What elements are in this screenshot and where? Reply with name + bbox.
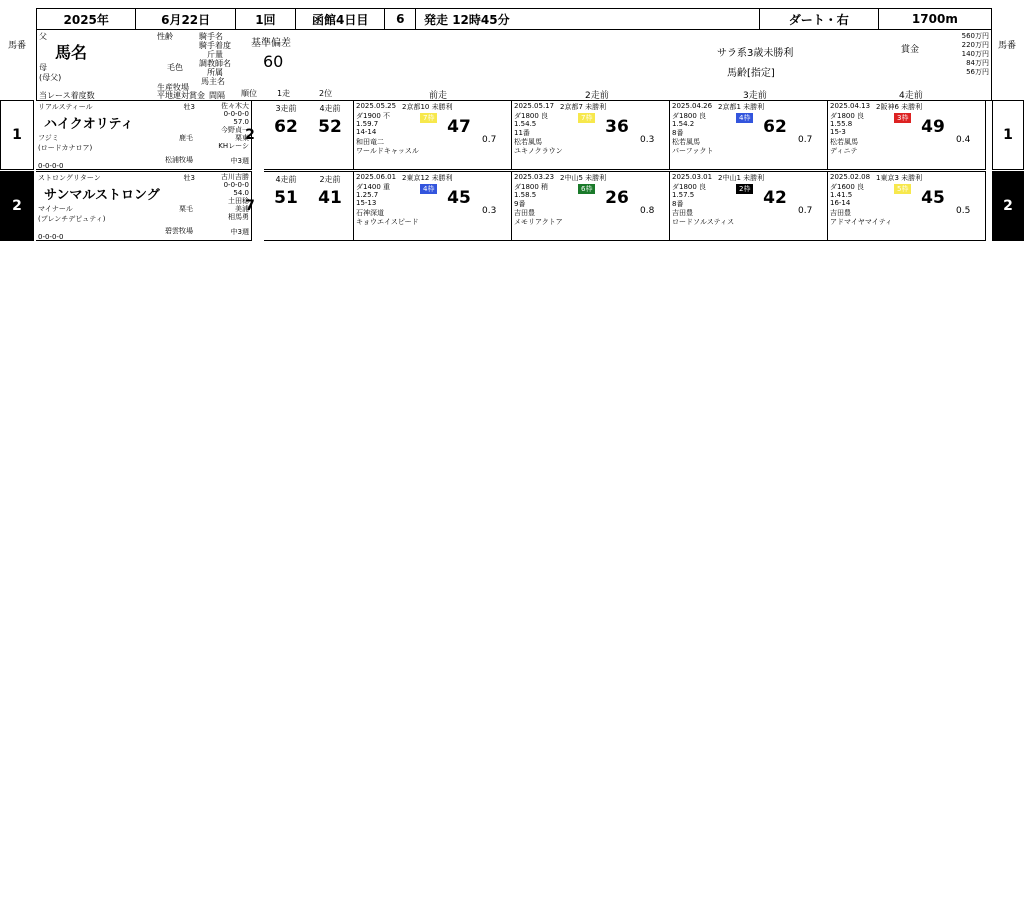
past-race-gate: 7枠 <box>578 113 595 123</box>
past-race[interactable] <box>512 171 670 241</box>
horse-number-right: 1 <box>992 100 1024 170</box>
prize-2: 220万円 <box>961 41 989 49</box>
dam-name: マイナール <box>38 205 73 213</box>
head-prev3: 3走前 <box>743 91 767 101</box>
interval: 中3週 <box>230 228 249 236</box>
past-race-jockey: 吉田豊 <box>830 209 851 217</box>
past-race-position: 8番 <box>672 129 684 137</box>
past-race-margin: 0.8 <box>640 206 655 216</box>
past-race-date: 2025.04.13 <box>830 102 871 110</box>
past-race-date: 2025.05.17 <box>514 102 555 110</box>
prize-4: 84万円 <box>966 59 989 67</box>
past-race-position: 14-14 <box>356 128 377 136</box>
jockey-record: 0-0-0-0 <box>223 110 249 118</box>
past-race-distance: ダ1800 良 <box>830 112 865 120</box>
head-run1: 1走 <box>277 89 291 98</box>
past-race-figure: 36 <box>605 117 629 137</box>
past-race-jockey: 吉田豊 <box>514 209 535 217</box>
past-race-figure: 47 <box>447 117 471 137</box>
label-interval: 間隔 <box>209 91 225 100</box>
sex-age: 牡3 <box>183 103 195 111</box>
horse-info[interactable] <box>36 100 252 170</box>
coat-color: 鹿毛 <box>179 134 193 142</box>
past-race-time: 1.54.5 <box>514 120 537 128</box>
dam-name: フジミ <box>38 134 59 142</box>
head-prev2: 2走前 <box>585 91 609 101</box>
start-time: 発走 12時45分 <box>416 9 760 29</box>
prize-1: 560万円 <box>961 32 989 40</box>
past-race-position: 9番 <box>514 200 526 208</box>
horse-info[interactable] <box>36 171 252 241</box>
past-race-date: 2025.03.01 <box>672 173 713 181</box>
past-race-date: 2025.04.26 <box>672 102 713 110</box>
past-race-margin: 0.7 <box>798 135 813 145</box>
past-race-time: 1.41.5 <box>830 191 853 199</box>
past-race-class: 2京都7 未勝利 <box>560 103 607 111</box>
owner-name: 相馬勇 <box>228 213 249 221</box>
past-race-margin: 0.4 <box>956 135 971 145</box>
past-race-jockey: 吉田豊 <box>672 209 693 217</box>
past-race-class: 2阪神6 未勝利 <box>876 103 923 111</box>
past-race-time: 1.58.5 <box>514 191 537 199</box>
past-race-gate: 6枠 <box>578 184 595 194</box>
label-farm: 生産牧場 <box>157 83 189 92</box>
year: 2025年 <box>37 9 136 29</box>
distance: 1700m <box>911 12 958 26</box>
head-prev4: 4走前 <box>899 91 923 101</box>
past-race-class: 2京都1 未勝利 <box>718 103 765 111</box>
past-race-margin: 0.7 <box>798 206 813 216</box>
label-weight: 斤量 <box>207 50 223 59</box>
past-race[interactable] <box>670 100 828 170</box>
race-condition: 馬齢[指定] <box>727 68 775 79</box>
past-race-figure: 26 <box>605 188 629 208</box>
prize-5: 56万円 <box>966 68 989 76</box>
past-race-winner: ユキノクラウン <box>514 147 563 155</box>
label-coat: 毛色 <box>167 63 183 72</box>
horse-row <box>0 100 1024 171</box>
damsire-name: (ロードカナロア) <box>38 144 93 152</box>
damsire-name: (ブレンチデピュティ) <box>38 215 106 223</box>
past-race-time: 1.59.7 <box>356 120 379 128</box>
past-race-date: 2025.05.25 <box>356 102 397 110</box>
pred-value-1: 51 <box>274 188 298 208</box>
horse-number: 1 <box>0 100 34 170</box>
past-race-distance: ダ1800 良 <box>672 112 707 120</box>
head-rank2: 2位 <box>319 89 333 98</box>
label-jockey: 騎手名 <box>199 32 223 41</box>
past-race-margin: 0.3 <box>482 206 497 216</box>
past-race-distance: ダ1600 良 <box>830 183 865 191</box>
pred-value-2: 41 <box>318 188 342 208</box>
date: 6月22日 <box>136 9 235 29</box>
farm-name: 碧雲牧場 <box>165 227 193 235</box>
past-race[interactable] <box>354 100 512 170</box>
past-race-margin: 0.5 <box>956 206 971 216</box>
predicted-rank: 2 <box>245 127 255 143</box>
past-race-class: 1東京3 未勝利 <box>876 174 923 182</box>
venue: 函館4日目 <box>296 9 386 29</box>
pred-label-2: 2走前 <box>319 175 341 184</box>
owner-name: KHレーシ <box>218 142 249 150</box>
past-race[interactable] <box>828 171 986 241</box>
pred-value-2: 52 <box>318 117 342 137</box>
label-trainer: 調教師名 <box>199 59 231 68</box>
jockey-name: 古川吉勝 <box>221 173 249 181</box>
prize-label: 賞金 <box>901 45 920 55</box>
past-race-gate: 3枠 <box>894 113 911 123</box>
pred-label-1: 4走前 <box>275 175 297 184</box>
label-owner: 馬主名 <box>201 77 225 86</box>
past-race-position: 11番 <box>514 129 530 137</box>
past-race-winner: ワールドキャッスル <box>356 147 419 155</box>
past-race-margin: 0.3 <box>640 135 655 145</box>
prize-list <box>917 32 989 77</box>
pred-label-1: 3走前 <box>275 104 297 113</box>
past-race-distance: ダ1800 良 <box>514 112 549 120</box>
past-race[interactable] <box>512 100 670 170</box>
race-header-bar <box>36 8 992 30</box>
past-race[interactable] <box>828 100 986 170</box>
past-race-jockey: 松若風馬 <box>514 138 542 146</box>
past-race-position: 16-14 <box>830 199 851 207</box>
label-earnings: 平地連対賞金 <box>157 91 205 100</box>
past-race-gate: 4枠 <box>420 184 437 194</box>
past-race-figure: 42 <box>763 188 787 208</box>
past-race-time: 1.55.8 <box>830 120 853 128</box>
past-race-jockey: 和田竜二 <box>356 138 384 146</box>
farm-name: 松浦牧場 <box>165 156 193 164</box>
pred-label-2: 4走前 <box>319 104 341 113</box>
past-race-winner: ロードソルスティス <box>672 218 735 226</box>
pred-value-1: 62 <box>274 117 298 137</box>
surface: ダート・右 <box>760 9 879 29</box>
past-race-jockey: 松若風馬 <box>672 138 700 146</box>
past-race-gate: 4枠 <box>736 113 753 123</box>
stable: 栗東 <box>235 134 249 142</box>
past-race-gate: 7枠 <box>420 113 437 123</box>
past-race-date: 2025.06.01 <box>356 173 397 181</box>
horse-row <box>0 171 1024 242</box>
trainer-name: 土田稔 <box>228 197 249 205</box>
head-rank: 順位 <box>241 89 257 98</box>
past-race-position: 8番 <box>672 200 684 208</box>
carried-weight: 54.0 <box>233 189 249 197</box>
column-header <box>36 29 992 101</box>
stable: 美浦 <box>235 205 249 213</box>
past-race-position: 15-13 <box>356 199 377 207</box>
past-race-class: 2中山1 未勝利 <box>718 174 765 182</box>
past-race-jockey: 石神深道 <box>356 209 384 217</box>
past-race-gate: 2枠 <box>736 184 753 194</box>
horse-name[interactable]: サンマルストロング <box>44 188 160 203</box>
label-jockey-rec: 騎手着度 <box>199 41 231 50</box>
race-record: 0-0-0-0 <box>38 162 64 170</box>
horse-number: 2 <box>0 171 34 241</box>
race-name: サラ系3歳未勝利 <box>717 48 794 59</box>
horse-name-heading: 馬名 <box>55 43 88 62</box>
past-race-date: 2025.03.23 <box>514 173 555 181</box>
trainer-name: 今野貞一 <box>221 126 249 134</box>
jockey-record: 0-0-0-0 <box>223 181 249 189</box>
past-race-gate: 5枠 <box>894 184 911 194</box>
past-race-class: 2東京12 未勝利 <box>402 174 453 182</box>
past-race-distance: ダ1800 稍 <box>514 183 549 191</box>
sex-age: 牡3 <box>183 174 195 182</box>
past-race-winner: メモリアクトア <box>514 218 563 226</box>
past-race-distance: ダ1800 良 <box>672 183 707 191</box>
past-race-figure: 62 <box>763 117 787 137</box>
past-race-distance: ダ1900 不 <box>356 112 391 120</box>
prediction-box <box>264 100 354 170</box>
base-label: 基準偏差 <box>251 38 291 49</box>
past-race-winner: パーファクト <box>672 147 714 155</box>
base-value: 60 <box>263 52 284 71</box>
past-race-figure: 49 <box>921 117 945 137</box>
round: 1回 <box>236 9 296 29</box>
past-race-figure: 45 <box>447 188 471 208</box>
label-stable: 所属 <box>207 68 223 77</box>
past-race-time: 1.25.7 <box>356 191 379 199</box>
past-race-date: 2025.02.08 <box>830 173 871 181</box>
side-label-right: 馬番 <box>997 41 1016 51</box>
prediction-box <box>264 171 354 241</box>
side-label-left: 馬番 <box>7 41 26 51</box>
horse-name[interactable]: ハイクオリティ <box>44 117 134 132</box>
jockey-name: 佐々木大 <box>221 102 249 110</box>
head-prev: 前走 <box>429 91 448 101</box>
coat-color: 栗毛 <box>179 205 193 213</box>
label-sex: 性齢 <box>157 32 173 41</box>
past-race-margin: 0.7 <box>482 135 497 145</box>
past-race-class: 2京都10 未勝利 <box>402 103 453 111</box>
race-record: 0-0-0-0 <box>38 233 64 241</box>
past-race-winner: ディニテ <box>830 147 858 155</box>
past-race[interactable] <box>354 171 512 241</box>
past-race-class: 2中山5 未勝利 <box>560 174 607 182</box>
past-race[interactable] <box>670 171 828 241</box>
past-race-jockey: 松若風馬 <box>830 138 858 146</box>
past-race-time: 1.57.5 <box>672 191 695 199</box>
past-race-distance: ダ1400 重 <box>356 183 391 191</box>
predicted-rank: 7 <box>245 198 255 214</box>
race-number: 6 <box>385 9 416 29</box>
past-race-time: 1.54.2 <box>672 120 695 128</box>
past-race-winner: キョウエイスピード <box>356 218 419 226</box>
horse-number-right: 2 <box>992 171 1024 241</box>
interval: 中3週 <box>230 157 249 165</box>
sire-name: リアルスティール <box>38 103 93 111</box>
label-damsire: (母父) <box>39 73 62 82</box>
prize-3: 140万円 <box>961 50 989 58</box>
past-race-figure: 45 <box>921 188 945 208</box>
label-record: 当レース着度数 <box>39 91 95 100</box>
label-sire: 父 <box>39 32 47 41</box>
carried-weight: 57.0 <box>233 118 249 126</box>
sire-name: ストロングリターン <box>38 174 101 182</box>
past-race-position: 15-3 <box>830 128 846 136</box>
past-race-winner: アドマイヤマイティ <box>830 218 893 226</box>
label-dam: 母 <box>39 63 47 72</box>
